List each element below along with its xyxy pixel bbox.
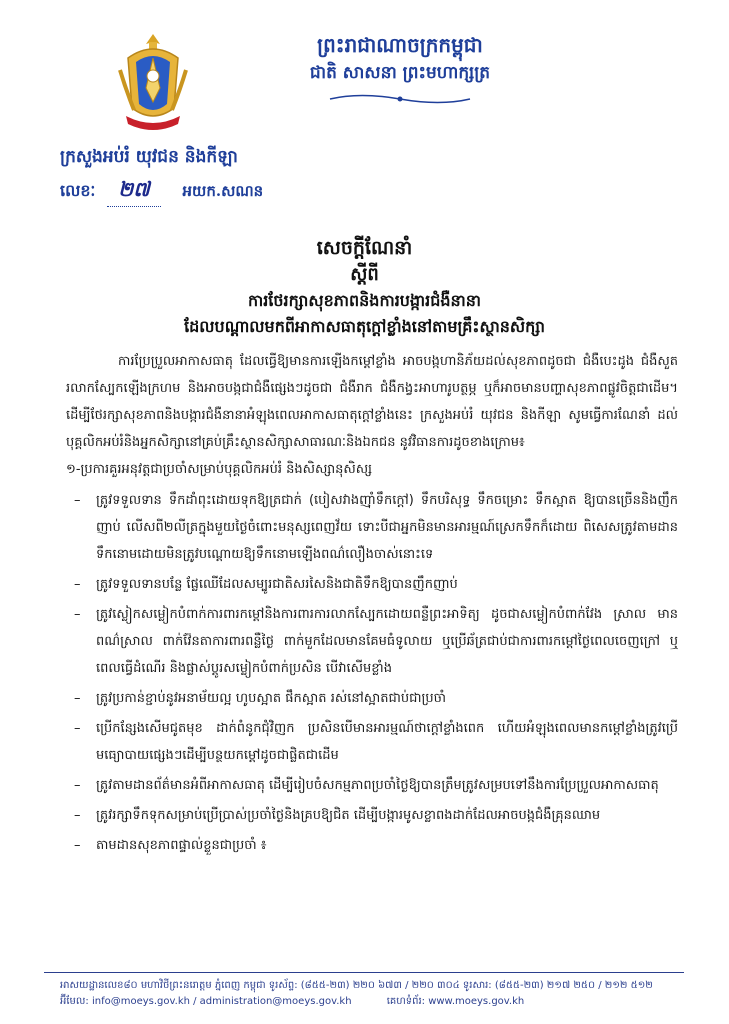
bullet-marker: – [74, 607, 81, 622]
document-title-about: ស្តីពី [350, 264, 379, 285]
footer-divider [44, 972, 684, 973]
bullet-marker: – [74, 808, 81, 823]
reference-code: អយក.សណន [182, 182, 264, 200]
list-item [66, 571, 678, 598]
list-item-text: ត្រូវទទួលទាន ទឹកដាំពុះដោយទុកឱ្យត្រជាក់ (បៀសវាងញ៉ាំទឹកក្តៅ) ទឹកបរិសុទ្ធ ទឹកចម្រោះ ទឹកស្អាត ឱ្យបានច្រើននិងញឹកញាប់ លើសពី២លីត្រក្នុងមួយថ្ងៃចំពោះមនុស្សពេញវ័យ ទោះបីជាអ្នកមិនមានអារម្មណ៍ស្រេកទឹកក៏ដោយ ពិសេសត្រូវតាមដានទឹកនោមដោយមិនត្រូវបណ្តោយឱ្យទឹកនោមឡើងពណ៌លឿងចាស់នោះទេ [96, 493, 678, 562]
ministry-emblem-icon [112, 30, 194, 136]
reference-line [60, 176, 263, 207]
list-item-text: ត្រូវរក្សាទឹកទុកសម្រាប់ប្រើប្រាស់ប្រចាំថ្ងៃនិងគ្របឱ្យជិត ដើម្បីបង្ការមូសខ្លាពងដាក់ដែលអាចបង្កជំងឺគ្រុនឈាម [96, 808, 601, 823]
bullet-marker: – [74, 838, 81, 853]
reference-number: ២៧ [107, 176, 161, 207]
intro-paragraph: ការប្រែប្រួលអាកាសធាតុ ដែលធ្វើឱ្យមានការឡើងកម្តៅខ្លាំង អាចបង្កហានិភ័យដល់សុខភាពដូចជា ជំងឺបេះដូង ជំងឺសួត រលាកស្បែកឡើងក្រហម និងអាចបង្កជាជំងឺផ្សេងៗដូចជា ជំងឺរាក ជំងឺកង្វះអាហារូបត្ថម្ភ ឬក៏អាចមានបញ្ហាសុខភាពផ្លូវចិត្តជាដើម។ ដើម្បីថែរក្សាសុខភាពនិងបង្ការជំងឺនានាអំឡុងពេលអាកាសធាតុក្តៅខ្លាំងនេះ ក្រសួងអប់រំ យុវជន និងកីឡា សូមធ្វើការណែនាំ ដល់បុគ្គលិកអប់រំនិងអ្នកសិក្សានៅគ្រប់គ្រឹះស្ថានសិក្សាសាធារណៈនិងឯកជន នូវវិធានការដូចខាងក្រោម៖ [66, 354, 678, 450]
bullet-marker: – [74, 778, 81, 793]
website-link[interactable]: www.moeys.gov.kh [428, 996, 525, 1007]
email-label: អ៊ីមែល: [60, 996, 89, 1007]
footer-address: អាសយដ្ឋានលេខ៨០ មហាវិថីព្រះនរោត្តម ភ្នំពេញ កម្ពុជា ទូរស័ព្ទ: (៨៥៥-២៣) ២២០ ៦៧៣ / ២២០ ៣០៤ ទូរសារ: (៨៥៥-២៣) ២១៧ ២៥០ / ២១២ ៥១២ [60, 980, 653, 991]
guidance-list [66, 487, 678, 859]
bullet-marker: – [74, 721, 81, 736]
list-item [66, 772, 678, 799]
kingdom-heading [270, 30, 530, 86]
bullet-marker: – [74, 691, 81, 706]
list-item-text: ត្រូវប្រកាន់ខ្ជាប់នូវអនាម័យល្អ ហូបស្អាត ផឹកស្អាត រស់នៅស្អាតជាប់ជាប្រចាំ [96, 691, 446, 706]
list-item [66, 487, 678, 568]
bullet-marker: – [74, 577, 81, 592]
list-item [66, 715, 678, 769]
national-motto: ជាតិ សាសនា ព្រះមហាក្សត្រ [309, 63, 491, 83]
list-item-text: តាមដានសុខភាពផ្ទាល់ខ្លួនជាប្រចាំ ៖ [96, 838, 267, 853]
list-item [66, 685, 678, 712]
document-subject-line1: ការថែរក្សាសុខភាពនិងការបង្ការជំងឺនានា [247, 291, 482, 310]
section-heading: ១-ប្រការគួរអនុវត្តជាប្រចាំសម្រាប់បុគ្គលិកអប់រំ និងសិស្សានុសិស្ស [66, 462, 373, 477]
website-label: គេហទំព័រ: [386, 996, 426, 1007]
reference-label: លេខៈ [60, 181, 96, 200]
ministry-name: ក្រសួងអប់រំ យុវជន និងកីឡា [60, 147, 238, 167]
list-item [66, 832, 678, 859]
list-item-text: ត្រូវតាមដានព័ត៌មានអំពីអាកាសធាតុ ដើម្បីរៀបចំសកម្មភាពប្រចាំថ្ងៃឱ្យបានត្រឹមត្រូវសម្របទៅនឹងការប្រែប្រួលអាកាសធាតុ [96, 778, 659, 793]
document-title: សេចក្តីណែនាំ [316, 237, 413, 259]
heading-ornament-icon [320, 92, 480, 106]
list-item [66, 802, 678, 829]
list-item [66, 601, 678, 682]
email-links[interactable]: info@moeys.gov.kh / administration@moeys.gov.kh [91, 996, 352, 1007]
bullet-marker: – [74, 493, 81, 508]
list-item-text: ត្រូវស្លៀកសម្លៀកបំពាក់ការពារកម្តៅនិងការពារការលាកស្បែកដោយពន្លឺព្រះអាទិត្យ ដូចជាសម្លៀកបំពាក់វែង ស្រាល មានពណ៌ស្រាល ពាក់វ៉ែនតាការពារពន្លឺថ្ងៃ ពាក់មួកដែលមានគែមធំទូលាយ ឬប្រើឆ័ត្រជាប់ជាការពារកម្តៅថ្ងៃពេលចេញក្រៅ ឬពេលធ្វើដំណើរ និងផ្លាស់ប្តូរសម្លៀកបំពាក់ប្រសិន បើវាសើមខ្លាំង [96, 607, 678, 676]
kingdom-name: ព្រះរាជាណាចក្រកម្ពុជា [317, 33, 483, 57]
list-item-text: ត្រូវទទួលទានបន្លែ ផ្លែឈើដែលសម្បូរជាតិសរសៃនិងជាតិទឹកឱ្យបានញឹកញាប់ [96, 577, 458, 592]
document-subject-line2: ដែលបណ្តាលមកពីអាកាសធាតុក្តៅខ្លាំងនៅតាមគ្រឹះស្ថានសិក្សា [184, 317, 545, 336]
list-item-text: ប្រើកន្សែងសើមជូតមុខ ដាក់ពំនូកជុំវិញក ប្រសិនបើមានអារម្មណ៍ថាក្តៅខ្លាំងពេក ហើយអំឡុងពេលមានកម្តៅខ្លាំងត្រូវប្រើមធ្យោបាយផ្សេងៗដើម្បីបន្ថយកម្តៅដូចជាផ្លិតជាដើម [96, 721, 678, 763]
footer-contacts [60, 994, 700, 1009]
document-body [66, 348, 678, 862]
